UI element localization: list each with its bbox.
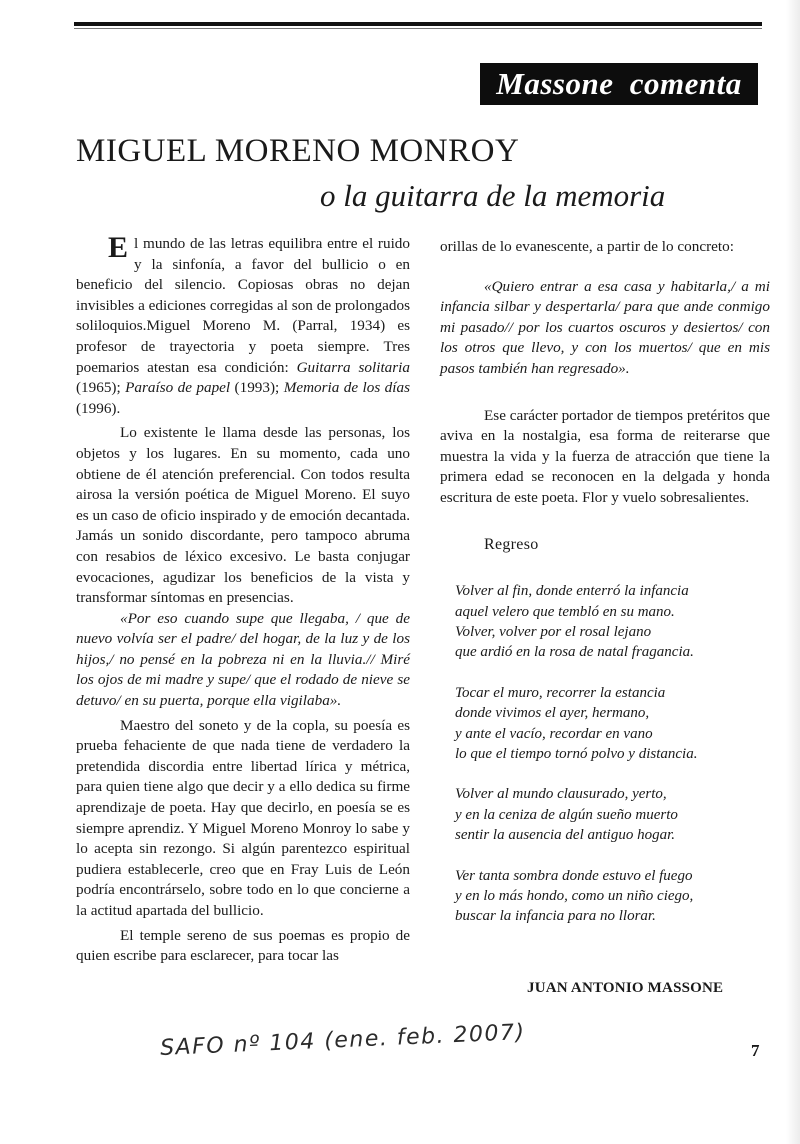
poem-line: lo que el tiempo tornó polvo y distancia. <box>455 745 698 762</box>
paragraph: El temple sereno de sus poemas es propio de quien escribe para esclarecer, para tocar las <box>76 926 410 965</box>
poem-stanza <box>455 683 770 765</box>
poem-line: que ardió en la rosa de natal fragancia. <box>455 644 694 661</box>
right-column <box>440 237 770 947</box>
poem-line: sentir la ausencia del antiguo hogar. <box>455 827 675 844</box>
poem-stanza <box>455 866 770 927</box>
quote: «Por eso cuando supe que llegaba, / que de nuevo volvía ser el padre/ del hogar, de la luz y de los hijos,/ no pensé en la pobreza ni en la lluvia.// Miré los ojos de mi madre y supe/ que el rodado de nieve se detuvo/ en su puerta, porque ella vigilaba». <box>76 609 410 710</box>
quote: «Quiero entrar a esa casa y habitarla,/ a mi infancia silbar y despertarla/ para que ande conmigo mi pasado// por los cuartos oscuros y desiertos/ con los otros que llevo, y con los muertos/ que en mis pasos también han regresado». <box>440 277 770 377</box>
handwritten-note: SAFO nº 104 (ene. feb. 2007) <box>159 1020 527 1061</box>
poem-stanza <box>455 581 770 663</box>
poem-line: donde vivimos el ayer, hermano, <box>455 705 650 722</box>
poem-stanza <box>455 784 770 845</box>
page-edge-shadow <box>786 0 800 1144</box>
poem-line: y en lo más hondo, como un niño ciego, <box>455 888 694 904</box>
book-year: (1993); <box>230 379 284 397</box>
top-rule-thin <box>74 28 762 29</box>
paragraph: Ese carácter portador de tiempos pretéritos que aviva en la nostalgia, esa forma de reiterarse que muestra la vida y la fuerza de atracción que tiene la primera edad se reconocen en la delgada y honda escritura de este poeta. Flor y vuelo sobresalientes. <box>440 406 770 506</box>
poem-line: Volver al fin, donde enterró la infancia <box>455 583 689 600</box>
left-column <box>76 231 411 967</box>
poem-line: Volver, volver por el rosal lejano <box>455 623 652 640</box>
paragraph-intro <box>76 231 410 419</box>
drop-cap: E <box>108 231 129 264</box>
paragraph: Maestro del soneto y de la copla, su poesía es prueba fehaciente de que nada tiene de verdadero la pretendida discordia entre libertad lírica y métrica, para quien tiene algo que decir y a ello dedica su firme aprendizaje de poeta. Hay que decirlo, en poesía se es siempre aprendiz. Y Miguel Moreno Monroy lo sabe y lo acepta sin rezongo. Si algún parentezco espiritual pudiera establecerle, creo que en Fray Luis de León podría encontrárselo, sobre todo en lo que concierne a la actitud apartada del bullicio. <box>76 716 410 919</box>
poem <box>455 581 770 927</box>
poem-line: y ante el vacío, recordar en vano <box>455 725 653 742</box>
page-number: 7 <box>751 1041 760 1060</box>
poem-line: Tocar el muro, recorrer la estancia <box>455 684 666 701</box>
book-title: Memoria de los días <box>283 379 410 397</box>
paragraph: Lo existente le llama desde las personas, los objetos y los lugares. En su momento, cada uno obtiene de él atención preferencial. Con todos resulta airosa la versión poética de Miguel Moreno. El suyo es un caso de oficio inspirado y de emoción decantada. Jamás un sonido discordante, pero tampoco abruma con resabios de léxico excesivo. Le basta conjugar evocaciones, agudizar los beneficios de la vista y transformar síntomas en presencias. <box>76 424 411 607</box>
poem-line: aquel velero que tembló en su mano. <box>455 603 675 620</box>
top-rule <box>74 22 762 26</box>
article-subtitle: o la guitarra de la memoria <box>320 178 666 213</box>
author-signature: JUAN ANTONIO MASSONE <box>527 980 724 996</box>
poem-line: buscar la infancia para no llorar. <box>455 908 656 925</box>
poem-title: Regreso <box>484 535 539 553</box>
book-year: (1965); <box>76 379 126 397</box>
poem-line: Volver al mundo clausurado, yerto, <box>455 786 667 803</box>
poem-line: Ver tanta sombra donde estuvo el fuego <box>455 867 693 884</box>
poem-line: y en la ceniza de algún sueño muerto <box>455 806 678 823</box>
paragraph-continued: orillas de lo evanescente, a partir de lo concreto: <box>440 238 734 255</box>
paragraph-text: l mundo de las letras equilibra entre el ruido y la sinfonía, a favor del bullicio o en beneficio del silencio. Copiosas obras no dejan invisibles a ediciones corregidas al son de prolongados soliloquios.Miguel Moreno M. (Parral, 1934) es profesor de trayectoria y poeta siempre. Tres poemarios atestan esa condición: <box>76 235 410 376</box>
article-title: MIGUEL MORENO MONROY <box>76 133 520 169</box>
book-title: Guitarra solitaria <box>296 358 410 376</box>
book-title: Paraíso de papel <box>125 379 231 397</box>
section-badge: Massone comenta <box>480 63 758 105</box>
book-year: (1996). <box>76 399 121 417</box>
